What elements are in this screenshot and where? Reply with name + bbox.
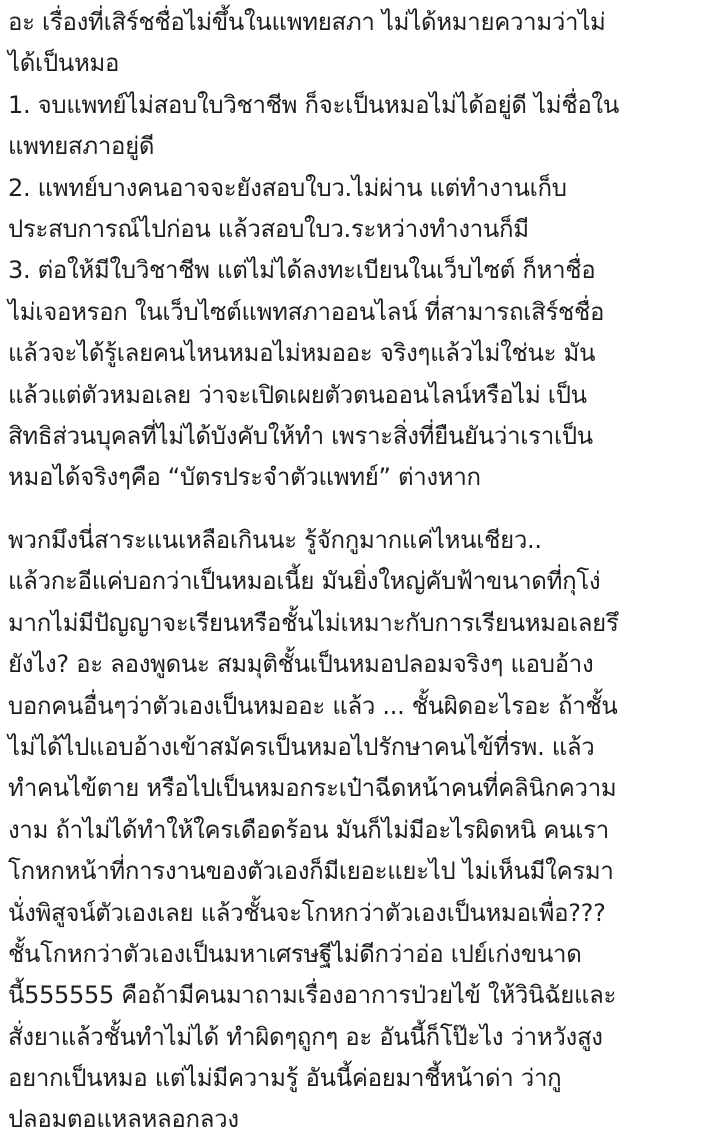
text-line: สิทธิส่วนบุคลที่ไม่ได้บังคับให้ทำ เพราะสิ่งที่ยืนยันว่าเราเป็น: [8, 421, 593, 450]
text-line: ยังไง? อะ ลองพูดนะ สมมุติชั้นเป็นหมอปลอมจริงๆ แอบอ้าง: [8, 650, 594, 679]
text-line: ได้เป็นหมอ: [8, 49, 120, 78]
text-line: ทำคนไข้ตาย หรือไปเป็นหมอกระเป๋าฉีดหน้าคนที่คลินิกความ: [8, 774, 617, 803]
text-line: ไม่ได้ไปแอบอ้างเข้าสมัครเป็นหมอไปรักษาคนไข้ที่รพ. แล้ว: [8, 732, 595, 761]
text-line: งาม ถ้าไม่ได้ทำให้ใครเดือดร้อน มันก็ไม่มีอะไรผิดหนิ คนเรา: [8, 815, 609, 844]
text-line: 2. แพทย์บางคนอาจจะยังสอบใบว.ไม่ผ่าน แต่ทำงานเก็บ: [8, 173, 567, 202]
text-line: นี้555555 คือถ้ามีคนมาถามเรื่องอาการป่วยไข้ ให้วินิฉัยและ: [8, 981, 617, 1010]
text-line: สั่งยาแล้วชั้นทำไม่ได้ ทำผิดๆถูกๆ อะ อันนี้ก็โป๊ะไง ว่าหวังสูง: [8, 1022, 603, 1051]
text-line: 3. ต่อให้มีใบวิชาชีพ แต่ไม่ได้ลงทะเบียนในเว็บไซต์ ก็หาชื่อ: [8, 256, 596, 285]
text-line: 1. จบแพทย์ไม่สอบใบวิชาชีพ ก็จะเป็นหมอไม่ได้อยู่ดี ไม่ชื่อใน: [8, 90, 619, 119]
text-line: พวกมึงนี่สาระแนเหลือเกินนะ รู้จักกูมากแค่ไหนเชียว..: [8, 526, 542, 554]
text-line: หมอได้จริงๆคือ “บัตรประจำตัวแพทย์” ต่างหาก: [8, 463, 481, 492]
text-line: บอกคนอื่นๆว่าตัวเองเป็นหมออะ แล้ว ... ชั้นผิดอะไรอะ ถ้าชั้น: [8, 691, 618, 720]
text-line: แล้วจะได้รู้เลยคนไหนหมอไม่หมออะ จริงๆแล้วไม่ใช่นะ มัน: [8, 339, 596, 368]
text-line: แล้วกะอีแค่บอกว่าเป็นหมอเนี้ย มันยิ่งใหญ่คับฟ้าขนาดที่กุโง่: [8, 567, 601, 596]
text-line: ชั้นโกหกว่าตัวเองเป็นมหาเศรษฐีไม่ดีกว่าอ่อ เปย์เก่งขนาด: [8, 939, 582, 968]
text-line: โกหกหน้าที่การงานของตัวเองก็มีเยอะแยะไป ไม่เห็นมีใครมา: [8, 857, 614, 886]
paragraph-rant: [8, 520, 619, 1141]
text-line: ไม่เจอหรอก ในเว็บไซต์แพทสภาออนไลน์ ที่สามารถเสิร์ชชื่อ: [8, 297, 605, 326]
text-line: อะ เรื่องที่เสิร์ชชื่อไม่ขึ้นในแพทยสภา ไม่ได้หมายความว่าไม่: [8, 8, 606, 36]
text-line: แพทยสภาอยู่ดี: [8, 132, 155, 161]
text-line: มากไม่มีปัญญาจะเรียนหรือชั้นไม่เหมาะกับการเรียนหมอเลยรึ: [8, 608, 619, 637]
text-line: นั่งพิสูจน์ตัวเองเลย แล้วชั้นจะโกหกว่าตัวเองเป็นหมอเพื่อ???: [8, 898, 606, 927]
text-line: ปลอมตอแหลหลอกลวง: [8, 1105, 239, 1134]
paragraph-explanation: [8, 2, 619, 499]
text-line: ประสบการณ์ไปก่อน แล้วสอบใบว.ระหว่างทำงานก็มี: [8, 214, 529, 243]
text-line: อยากเป็นหมอ แต่ไม่มีความรู้ อันนี้ค่อยมาชี้หน้าด่า ว่ากู: [8, 1064, 562, 1093]
text-line: แล้วแต่ตัวหมอเลย ว่าจะเปิดเผยตัวตนออนไลน์หรือไม่ เป็น: [8, 380, 587, 409]
